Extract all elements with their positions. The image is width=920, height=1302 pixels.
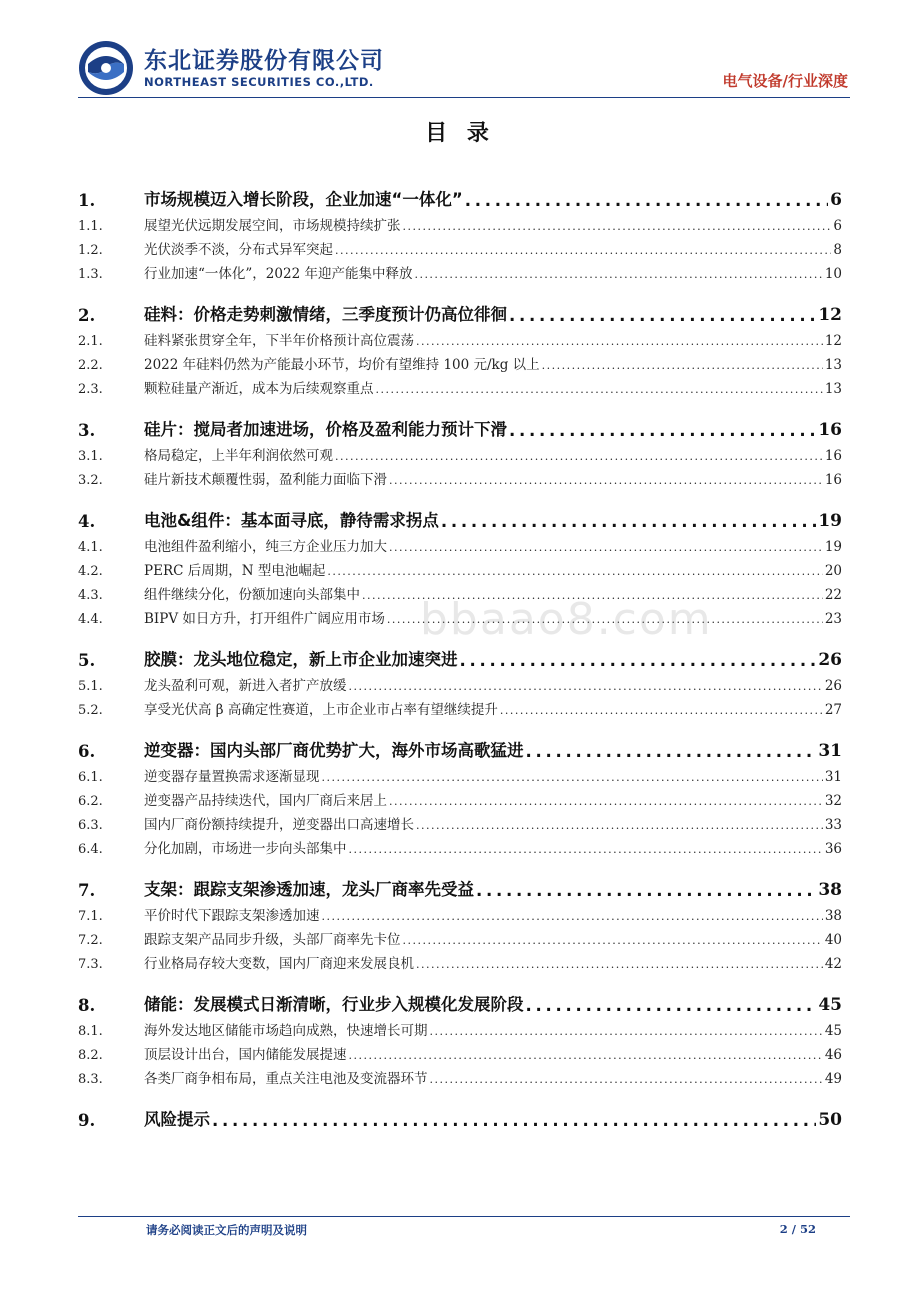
toc-subsection-title: 分化加剧，市场进一步向头部集中 <box>144 841 347 857</box>
toc-subsection-page: 13 <box>824 357 842 373</box>
toc-subsection-page: 6 <box>833 218 842 234</box>
toc-section-leader-dots <box>441 512 816 531</box>
toc-section[interactable] <box>78 1094 842 1130</box>
toc-subsection-page: 49 <box>824 1071 842 1087</box>
toc-subsection[interactable] <box>78 670 842 694</box>
toc-section-page: 16 <box>818 420 842 440</box>
toc-subsection-number: 8.3. <box>78 1072 103 1087</box>
toc-section-number: 6. <box>78 742 96 761</box>
toc-subsection-leader-dots <box>389 472 823 488</box>
toc-subsection-title: 跟踪支架产品同步升级，头部厂商率先卡位 <box>144 932 401 948</box>
page-title: 目 录 <box>425 121 495 146</box>
toc-subsection-page: 31 <box>824 769 842 785</box>
footer-divider <box>78 1216 850 1217</box>
toc-subsection-title: 格局稳定，上半年利润依然可观 <box>144 448 333 464</box>
toc-subsection-page: 12 <box>824 333 842 349</box>
toc-subsection-title: 组件继续分化，份额加速向头部集中 <box>144 587 360 603</box>
toc-subsection[interactable] <box>78 373 842 397</box>
toc-section-number: 2. <box>78 306 96 325</box>
toc-subsection-title: 光伏淡季不淡，分布式异军突起 <box>144 242 333 258</box>
toc-subsection[interactable] <box>78 833 842 857</box>
toc-subsection[interactable] <box>78 900 842 924</box>
toc-subsection-title: 展望光伏远期发展空间，市场规模持续扩张 <box>144 218 401 234</box>
toc-subsection[interactable] <box>78 694 842 718</box>
toc-subsection-title: 电池组件盈利缩小，纯三方企业压力加大 <box>144 539 387 555</box>
toc-subsection-title: 颗粒硅量产渐近，成本为后续观察重点 <box>144 381 374 397</box>
toc-subsection-number: 6.1. <box>78 770 103 785</box>
toc-subsection[interactable] <box>78 349 842 373</box>
toc-subsection[interactable] <box>78 555 842 579</box>
toc-subsection-number: 6.3. <box>78 818 103 833</box>
toc-subsection-leader-dots <box>389 539 823 555</box>
toc-subsection-title: 逆变器存量置换需求逐渐显现 <box>144 769 320 785</box>
toc-subsection[interactable] <box>78 1039 842 1063</box>
company-logo-icon <box>78 40 134 96</box>
toc-subsection-page: 22 <box>824 587 842 603</box>
toc-subsection[interactable] <box>78 809 842 833</box>
toc-section-title: 电池&组件：基本面寻底，静待需求拐点 <box>144 511 439 530</box>
toc-subsection-page: 27 <box>824 702 842 718</box>
toc-subsection-leader-dots <box>335 242 831 258</box>
toc-subsection-title: 行业格局存较大变数，国内厂商迎来发展良机 <box>144 956 414 972</box>
toc-section-leader-dots <box>526 742 817 761</box>
toc-subsection-number: 8.1. <box>78 1024 103 1039</box>
page-header <box>78 36 850 96</box>
toc-subsection[interactable] <box>78 948 842 972</box>
toc-section-page: 19 <box>818 511 842 531</box>
table-of-contents <box>78 167 842 1130</box>
toc-subsection[interactable] <box>78 258 842 282</box>
toc-subsection-number: 1.2. <box>78 243 103 258</box>
toc-section-leader-dots <box>460 651 817 670</box>
toc-subsection-page: 46 <box>824 1047 842 1063</box>
toc-section-number: 4. <box>78 512 96 531</box>
page-number: 2 / 52 <box>779 1222 816 1236</box>
toc-subsection-number: 7.3. <box>78 957 103 972</box>
toc-subsection-number: 4.4. <box>78 612 103 627</box>
toc-subsection-page: 10 <box>824 266 842 282</box>
toc-subsection-title: BIPV 如日方升，打开组件广阔应用市场 <box>144 611 385 627</box>
toc-subsection-title: 逆变器产品持续迭代，国内厂商后来居上 <box>144 793 387 809</box>
toc-subsection-number: 3.1. <box>78 449 103 464</box>
toc-subsection-page: 16 <box>824 448 842 464</box>
toc-section[interactable] <box>78 725 842 761</box>
toc-subsection-page: 32 <box>824 793 842 809</box>
toc-subsection-leader-dots <box>416 333 823 349</box>
toc-section-title: 硅片：搅局者加速进场，价格及盈利能力预计下滑 <box>144 420 507 439</box>
toc-subsection-number: 2.2. <box>78 358 103 373</box>
toc-subsection-number: 7.1. <box>78 909 103 924</box>
toc-subsection-leader-dots <box>414 266 822 282</box>
toc-subsection-title: 龙头盈利可观，新进入者扩产放缓 <box>144 678 347 694</box>
toc-subsection[interactable] <box>78 440 842 464</box>
toc-subsection[interactable] <box>78 464 842 488</box>
toc-section-page: 6 <box>830 190 842 210</box>
toc-subsection-number: 6.2. <box>78 794 103 809</box>
toc-section-page: 26 <box>818 650 842 670</box>
toc-section-page: 31 <box>818 741 842 761</box>
toc-subsection-number: 2.1. <box>78 334 103 349</box>
toc-section-title: 风险提示 <box>144 1110 210 1129</box>
toc-section-number: 8. <box>78 996 96 1015</box>
toc-subsection-page: 42 <box>824 956 842 972</box>
toc-subsection-number: 5.2. <box>78 703 103 718</box>
toc-subsection-number: 5.1. <box>78 679 103 694</box>
toc-section-leader-dots <box>509 421 816 440</box>
toc-subsection-leader-dots <box>430 1071 823 1087</box>
toc-subsection-title: 2022 年硅料仍然为产能最小环节，均价有望维持 100 元/kg 以上 <box>144 357 540 373</box>
toc-subsection-number: 3.2. <box>78 473 103 488</box>
toc-subsection-title: 行业加速“一体化”，2022 年迎产能集中释放 <box>144 266 413 282</box>
toc-subsection-page: 26 <box>824 678 842 694</box>
toc-subsection-number: 4.3. <box>78 588 103 603</box>
toc-subsection-page: 40 <box>824 932 842 948</box>
toc-subsection-title: 硅料紧张贯穿全年，下半年价格预计高位震荡 <box>144 333 414 349</box>
toc-subsection[interactable] <box>78 1015 842 1039</box>
toc-section[interactable] <box>78 979 842 1015</box>
toc-subsection-leader-dots <box>327 563 822 579</box>
toc-section-leader-dots <box>476 881 816 900</box>
toc-subsection-page: 13 <box>824 381 842 397</box>
toc-subsection[interactable] <box>78 761 842 785</box>
toc-section-title: 胶膜：龙头地位稳定，新上市企业加速突进 <box>144 650 458 669</box>
company-name-cn: 东北证券股份有限公司 <box>144 48 384 74</box>
toc-subsection-leader-dots <box>349 678 823 694</box>
toc-section[interactable] <box>78 864 842 900</box>
toc-section-number: 5. <box>78 651 96 670</box>
toc-subsection-leader-dots <box>322 769 823 785</box>
toc-subsection-page: 33 <box>824 817 842 833</box>
footer-disclaimer: 请务必阅读正文后的声明及说明 <box>146 1223 307 1237</box>
toc-section-page: 12 <box>818 305 842 325</box>
toc-section[interactable] <box>78 404 842 440</box>
toc-subsection-leader-dots <box>389 793 823 809</box>
toc-subsection-page: 38 <box>824 908 842 924</box>
toc-section[interactable] <box>78 495 842 531</box>
toc-section-title: 市场规模迈入增长阶段，企业加速“一体化” <box>144 190 463 209</box>
toc-section-number: 3. <box>78 421 96 440</box>
toc-section-leader-dots <box>212 1111 816 1130</box>
toc-subsection-title: PERC 后周期，N 型电池崛起 <box>144 563 326 579</box>
toc-subsection-title: 平价时代下跟踪支架渗透加速 <box>144 908 320 924</box>
toc-subsection-number: 1.3. <box>78 267 103 282</box>
toc-subsection-number: 4.1. <box>78 540 103 555</box>
toc-section-number: 1. <box>78 191 96 210</box>
toc-subsection-number: 2.3. <box>78 382 103 397</box>
toc-subsection-leader-dots <box>403 218 832 234</box>
toc-section-title: 硅料：价格走势刺激情绪，三季度预计仍高位徘徊 <box>144 305 507 324</box>
toc-subsection-leader-dots <box>322 908 823 924</box>
header-divider <box>78 97 850 98</box>
toc-subsection-number: 8.2. <box>78 1048 103 1063</box>
toc-subsection-page: 45 <box>824 1023 842 1039</box>
toc-subsection-number: 7.2. <box>78 933 103 948</box>
toc-subsection-leader-dots <box>416 817 823 833</box>
toc-subsection-leader-dots <box>430 1023 823 1039</box>
toc-section-leader-dots <box>509 306 816 325</box>
toc-subsection-leader-dots <box>349 1047 823 1063</box>
toc-subsection-leader-dots <box>349 841 823 857</box>
toc-subsection-leader-dots <box>335 448 823 464</box>
toc-subsection-leader-dots <box>500 702 823 718</box>
toc-subsection[interactable] <box>78 924 842 948</box>
toc-subsection[interactable] <box>78 234 842 258</box>
toc-subsection-number: 1.1. <box>78 219 103 234</box>
toc-subsection-leader-dots <box>376 381 823 397</box>
toc-section-title: 支架：跟踪支架渗透加速，龙头厂商率先受益 <box>144 880 474 899</box>
toc-subsection-page: 20 <box>824 563 842 579</box>
toc-subsection[interactable] <box>78 785 842 809</box>
toc-subsection-leader-dots <box>416 956 823 972</box>
toc-subsection[interactable] <box>78 325 842 349</box>
toc-subsection-page: 36 <box>824 841 842 857</box>
toc-section-page: 38 <box>818 880 842 900</box>
toc-section-leader-dots <box>465 191 828 210</box>
toc-subsection-page: 16 <box>824 472 842 488</box>
toc-section-title: 储能：发展模式日渐清晰，行业步入规模化发展阶段 <box>144 995 524 1014</box>
toc-subsection-leader-dots <box>542 357 823 373</box>
toc-subsection-leader-dots <box>403 932 823 948</box>
watermark: bbaao8.com <box>420 594 713 645</box>
toc-subsection-number: 6.4. <box>78 842 103 857</box>
toc-section-leader-dots <box>526 996 817 1015</box>
toc-subsection-title: 海外发达地区储能市场趋向成熟，快速增长可期 <box>144 1023 428 1039</box>
toc-subsection-title: 顶层设计出台，国内储能发展提速 <box>144 1047 347 1063</box>
toc-subsection-title: 各类厂商争相布局，重点关注电池及变流器环节 <box>144 1071 428 1087</box>
toc-subsection[interactable] <box>78 1063 842 1087</box>
toc-section-title: 逆变器：国内头部厂商优势扩大，海外市场高歌猛进 <box>144 741 524 760</box>
toc-subsection-title: 硅片新技术颠覆性弱，盈利能力面临下滑 <box>144 472 387 488</box>
toc-subsection-page: 8 <box>833 242 842 258</box>
toc-subsection-page: 19 <box>824 539 842 555</box>
toc-section-page: 45 <box>818 995 842 1015</box>
company-name-en: NORTHEAST SECURITIES CO.,LTD. <box>144 75 374 89</box>
toc-subsection-page: 23 <box>824 611 842 627</box>
report-category: 电气设备/行业深度 <box>722 72 848 90</box>
toc-section[interactable] <box>78 289 842 325</box>
toc-subsection-title: 国内厂商份额持续提升，逆变器出口高速增长 <box>144 817 414 833</box>
toc-section-number: 9. <box>78 1111 96 1130</box>
toc-subsection-number: 4.2. <box>78 564 103 579</box>
toc-section-page: 50 <box>818 1110 842 1130</box>
toc-section[interactable] <box>78 174 842 210</box>
toc-section-number: 7. <box>78 881 96 900</box>
toc-subsection[interactable] <box>78 210 842 234</box>
toc-subsection[interactable] <box>78 531 842 555</box>
toc-subsection-title: 享受光伏高 β 高确定性赛道，上市企业市占率有望继续提升 <box>144 702 498 718</box>
